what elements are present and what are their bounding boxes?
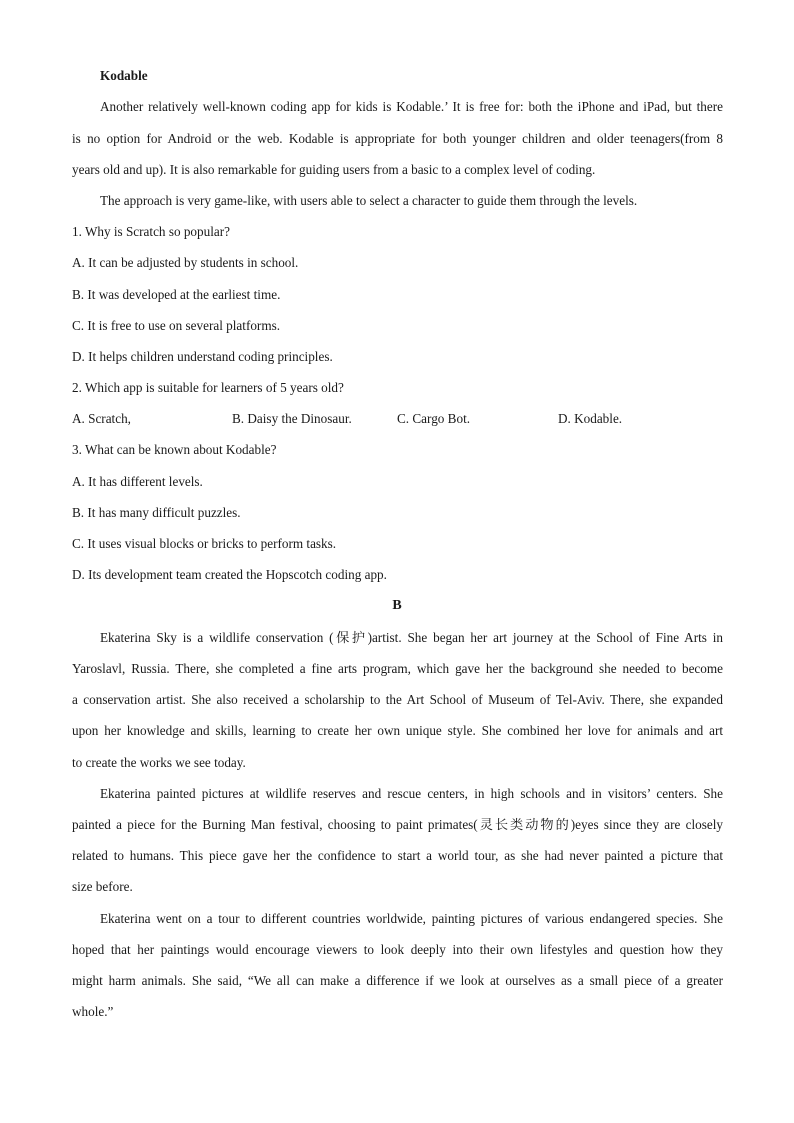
kodable-paragraph-1-line-1: Another relatively well-known coding app for kids is Kodable.’ It is free for: both the iPhone and iPad, but there xyxy=(100,99,723,114)
b-paragraph-3-line-1: Ekaterina went on a tour to different countries worldwide, painting pictures of various endangered species. She xyxy=(100,911,723,926)
b-paragraph-3-line-2: hoped that her paintings would encourage viewers to look deeply into their own lifestyles and question how they xyxy=(72,942,723,957)
kodable-heading: Kodable xyxy=(100,68,148,83)
question-3: 3. What can be known about Kodable? xyxy=(72,442,277,457)
b-paragraph-3-line-4: whole.” xyxy=(72,1004,114,1019)
question-1-option-d: D. It helps children understand coding principles. xyxy=(72,349,333,364)
b-paragraph-2-line-3: related to humans. This piece gave her the confidence to start a world tour, as she had never painted a picture that xyxy=(72,848,723,863)
b-paragraph-2-line-2: painted a piece for the Burning Man festival, choosing to paint primates(灵长类动物的)eyes since they are closely xyxy=(72,817,723,832)
question-2-option-d: D. Kodable. xyxy=(558,411,623,426)
kodable-paragraph-2: The approach is very game-like, with users able to select a character to guide them through the levels. xyxy=(100,193,638,208)
question-2-option-a: A. Scratch, xyxy=(72,411,131,426)
b-paragraph-1-line-4: upon her knowledge and skills, learning to create her own unique style. She combined her love for animals and art xyxy=(72,723,723,738)
question-2-option-c: C. Cargo Bot. xyxy=(397,411,471,426)
b-paragraph-1-line-3: a conservation artist. She also received a scholarship to the Art School of Museum of Tel-Aviv. There, she expanded xyxy=(72,692,723,707)
b-paragraph-2-line-1: Ekaterina painted pictures at wildlife reserves and rescue centers, in high schools and in visitors’ centers. She xyxy=(100,786,723,801)
question-1-option-a: A. It can be adjusted by students in school. xyxy=(72,255,299,270)
question-2-option-b: B. Daisy the Dinosaur. xyxy=(232,411,352,426)
b-paragraph-3-line-3: might harm animals. She said, “We all can make a difference if we look at ourselves as a small piece of a greater xyxy=(72,973,723,988)
question-3-option-c: C. It uses visual blocks or bricks to perform tasks. xyxy=(72,536,337,551)
question-1-option-c: C. It is free to use on several platforms. xyxy=(72,318,281,333)
question-3-option-d: D. Its development team created the Hopscotch coding app. xyxy=(72,567,387,582)
question-2: 2. Which app is suitable for learners of 5 years old? xyxy=(72,380,344,395)
b-paragraph-1-line-1: Ekaterina Sky is a wildlife conservation (保护)artist. She began her art journey at the School of Fine Arts in xyxy=(100,630,723,645)
question-1: 1. Why is Scratch so popular? xyxy=(72,224,230,239)
b-paragraph-1-line-2: Yaroslavl, Russia. There, she completed a fine arts program, which gave her the background she needed to become xyxy=(72,661,723,676)
kodable-paragraph-1-line-2: is no option for Android or the web. Kodable is appropriate for both younger children and older teenagers(from 8 xyxy=(72,131,723,146)
question-1-option-b: B. It was developed at the earliest time. xyxy=(72,287,281,302)
question-3-option-a: A. It has different levels. xyxy=(72,474,203,489)
b-paragraph-1-line-5: to create the works we see today. xyxy=(72,755,246,770)
section-b-heading: B xyxy=(392,598,402,613)
b-paragraph-2-line-4: size before. xyxy=(72,879,133,894)
kodable-paragraph-1-line-3: years old and up). It is also remarkable for guiding users from a basic to a complex level of coding. xyxy=(72,162,596,177)
question-3-option-b: B. It has many difficult puzzles. xyxy=(72,505,241,520)
